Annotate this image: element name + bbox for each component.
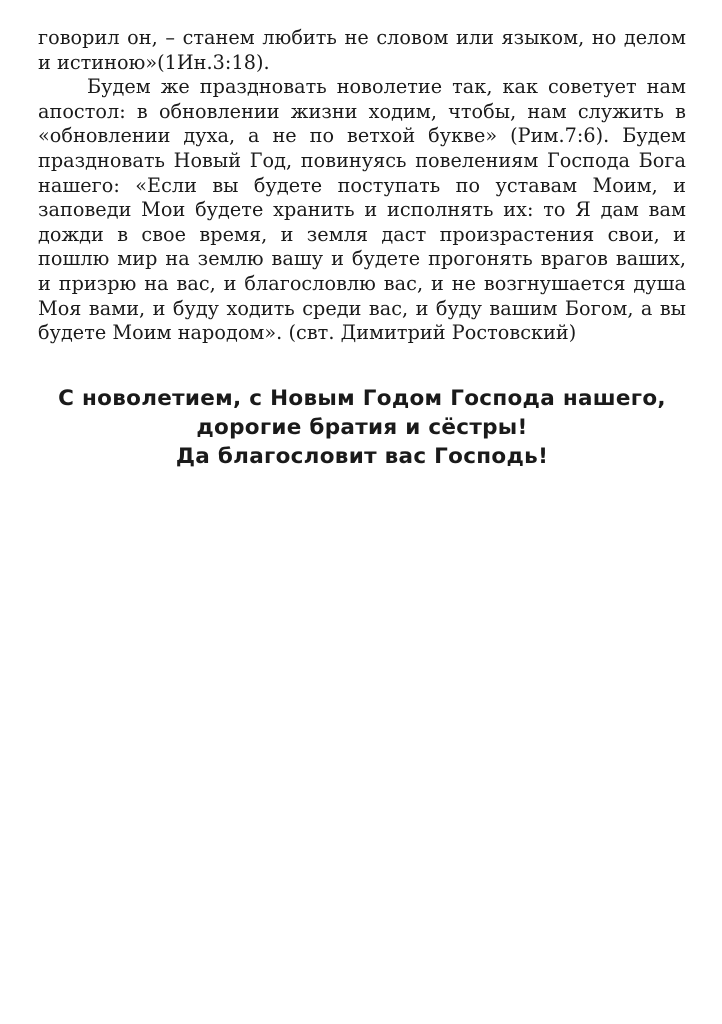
greeting-line-2: дорогие братия и сёстры! xyxy=(196,414,528,440)
greeting-line-3: Да благословит вас Господь! xyxy=(175,443,549,469)
greeting-block xyxy=(38,384,686,471)
greeting-line-1: С новолетием, с Новым Годом Господа нашего, xyxy=(58,385,666,411)
body-text xyxy=(38,26,686,346)
paragraph-new-year: Будем же праздновать новолетие так, как советует нам апостол: в обновлении жизни ходим, чтобы, нам служить в «обновлении духа, а не по ветхой букве» (Рим.7:6). Будем праздновать Новый Год, повинуясь повелениям Господа Бога нашего: «Если вы будете поступать по уставам Моим, и заповеди Мои будете хранить и исполнять их: то Я дам вам дожди в свое время, и земля даст произрастения свои, и пошлю мир на землю вашу и будете прогонять врагов ваших, и призрю на вас, и благословлю вас, и не возгнушается душа Моя вами, и буду ходить среди вас, и буду вашим Богом, а вы будете Моим народом». (свт. Димитрий Ростовский) xyxy=(38,75,686,345)
paragraph-continuation: говорил он, – станем любить не словом или языком, но делом и истиною»(1Ин.3:18). xyxy=(38,26,686,74)
